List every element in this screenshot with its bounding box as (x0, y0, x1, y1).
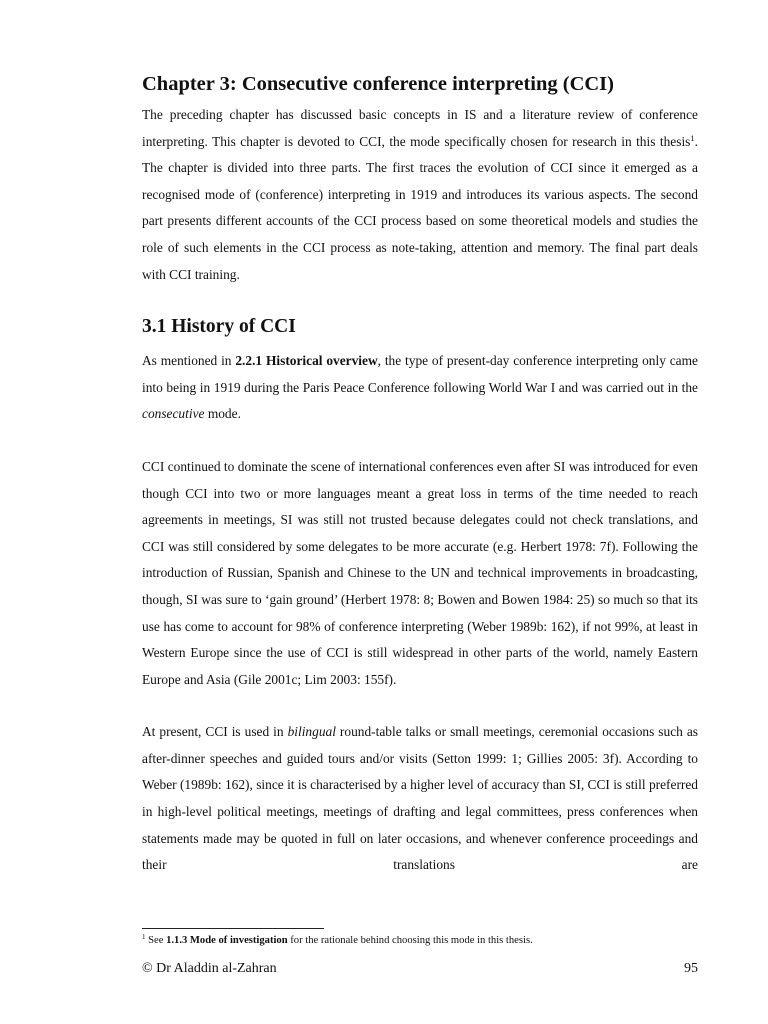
copyright-notice: © Dr Aladdin al-Zahran (142, 961, 277, 976)
p3-emphasis: bilingual (287, 724, 336, 740)
page-footer (142, 959, 698, 979)
chapter-title: Chapter 3: Consecutive conference interpreting (CCI) (142, 73, 614, 95)
intro-text-part-2: . The chapter is divided into three parts. The first traces the evolution of CCI since it emerged as a recognised mode of (conference) interpreting in 1919 and introduces its various aspects. The second part presents different accounts of the CCI process based on some theoretical models and studies the role of such elements in the CCI process as note-taking, attention and memory. The final part deals with CCI training. (142, 133, 698, 282)
footnote-text-rest: for the rationale behind choosing this mode in this thesis. (287, 935, 533, 946)
intro-paragraph (142, 102, 698, 288)
p1-text-c: mode. (204, 406, 241, 422)
history-paragraph-3 (142, 719, 698, 879)
p1-emphasis: consecutive (142, 406, 205, 422)
footnote-text-see: See (145, 935, 167, 946)
footnote-divider (142, 928, 324, 929)
footnote-ref[interactable]: 1 (690, 132, 695, 143)
p3-text-a: At present, CCI is used in (142, 724, 288, 740)
p3-text-b: round-table talks or small meetings, ceremonial occasions such as after-dinner speeches and guided tours and/or visits (Setton 1999: 1; Gillies 2005: 3f). According to Weber (1989b: 162), since it is characterised by a higher level of accuracy than SI, CCI is still preferred in high-level political meetings, meetings of drafting and legal committees, press conferences when statements made may be quoted in full on later occasions, and whenever conference proceedings and their translations are (142, 724, 698, 873)
p1-text-a: As mentioned in (142, 353, 236, 369)
history-paragraph-2: CCI continued to dominate the scene of international conferences even after SI was introduced for even though CCI into two or more languages meant a great loss in terms of the time needed to reach agreements in meetings, SI was still not trusted because delegates could not check translations, and CCI was still considered by some delegates to be more accurate (e.g. Herbert 1978: 7f). Following the introduction of Russian, Spanish and Chinese to the UN and technical improvements in broadcasting, though, SI was sure to ‘gain ground’ (Herbert 1978: 8; Bowen and Bowen 1984: 25) so much so that its use has come to account for 98% of conference interpreting (Weber 1989b: 162), if not 99%, at least in Western Europe since the use of CCI is still widespread in other parts of the world, namely Eastern Europe and Asia (Gile 2001c; Lim 2003: 155f). (142, 458, 698, 687)
section-title: 3.1 History of CCI (142, 316, 296, 338)
page-body (142, 70, 698, 879)
page-number: 95 (684, 961, 698, 976)
p1-cross-reference: 2.2.1 Historical overview (235, 353, 378, 369)
footnote-cross-reference: 1.1.3 Mode of investigation (166, 935, 288, 946)
p1-text-b: , the type of present-day conference interpreting only came into being in 1919 during the Paris Peace Conference following World War I and was carried out in the (142, 353, 698, 395)
footnote-marker: 1 (142, 933, 146, 941)
intro-text-part-1: The preceding chapter has discussed basic concepts in IS and a literature review of conference interpreting. This chapter is devoted to CCI, the mode specifically chosen for research in this thesis (142, 107, 698, 149)
history-paragraph-1 (142, 348, 698, 428)
footnote (142, 934, 698, 948)
